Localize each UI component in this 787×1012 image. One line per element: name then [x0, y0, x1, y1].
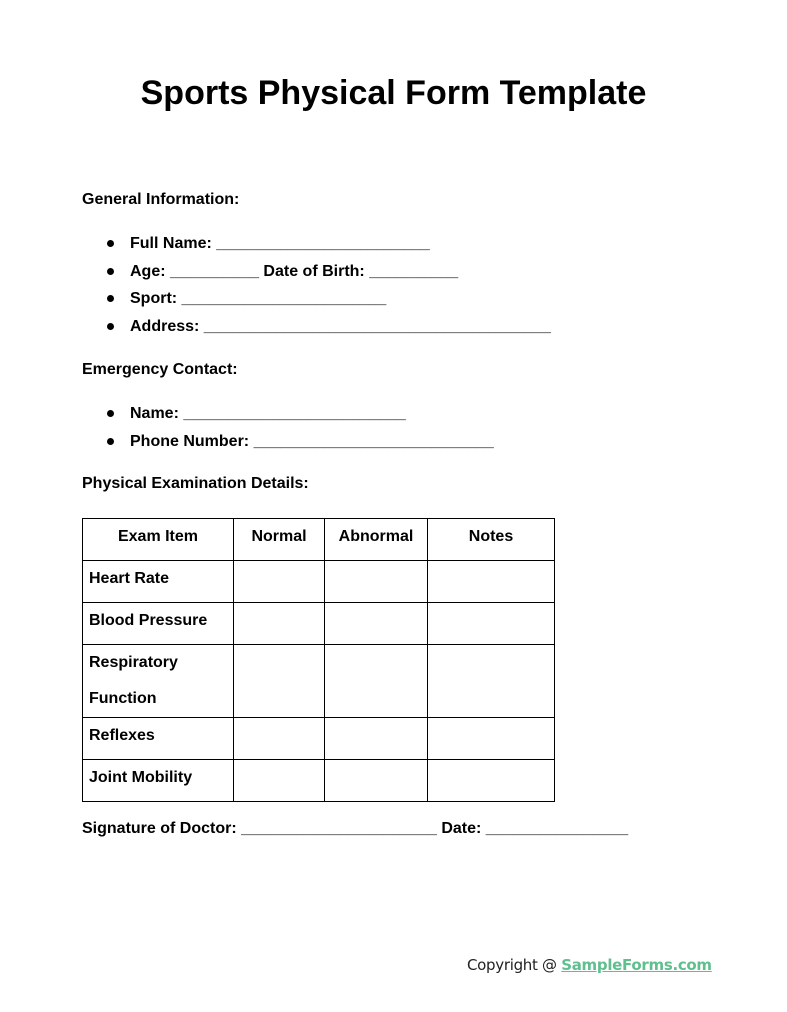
normal-cell[interactable]	[234, 603, 325, 645]
notes-cell[interactable]	[428, 645, 555, 718]
doctor-signature-date-line[interactable]: Signature of Doctor: ______________________ Date: ________________	[82, 820, 629, 837]
bullet-icon	[107, 295, 114, 302]
emergency-contact-heading: Emergency Contact:	[82, 361, 238, 378]
notes-cell[interactable]	[428, 760, 555, 802]
normal-cell[interactable]	[234, 645, 325, 718]
general-information-heading: General Information:	[82, 191, 240, 208]
bullet-icon	[107, 438, 114, 445]
table-row	[83, 760, 555, 802]
notes-cell[interactable]	[428, 561, 555, 603]
column-header: Normal	[234, 519, 325, 561]
notes-cell[interactable]	[428, 718, 555, 760]
exam-item-cell: Respiratory Function	[83, 645, 234, 718]
abnormal-cell[interactable]	[325, 760, 428, 802]
copyright-footer	[467, 955, 712, 975]
sampleforms-link[interactable]: SampleForms.com	[561, 956, 712, 974]
sport-field[interactable]: Sport: _______________________	[130, 290, 387, 307]
list-item-address	[106, 317, 551, 345]
general-information-list	[106, 234, 551, 344]
exam-item-cell: Reflexes	[83, 718, 234, 760]
column-header: Notes	[428, 519, 555, 561]
copyright-text: Copyright @	[467, 956, 562, 974]
page-title: Sports Physical Form Template	[140, 74, 647, 112]
table-row	[83, 603, 555, 645]
exam-table	[82, 518, 555, 802]
contact-name-field[interactable]: Name: _________________________	[130, 405, 406, 422]
exam-item-cell: Blood Pressure	[83, 603, 234, 645]
list-item-full-name	[106, 234, 551, 262]
normal-cell[interactable]	[234, 760, 325, 802]
table-row	[83, 561, 555, 603]
list-item-name	[106, 404, 494, 432]
bullet-icon	[107, 268, 114, 275]
notes-cell[interactable]	[428, 603, 555, 645]
normal-cell[interactable]	[234, 718, 325, 760]
bullet-icon	[107, 240, 114, 247]
bullet-icon	[107, 410, 114, 417]
table-row	[83, 718, 555, 760]
exam-item-cell: Heart Rate	[83, 561, 234, 603]
abnormal-cell[interactable]	[325, 718, 428, 760]
physical-examination-heading: Physical Examination Details:	[82, 475, 309, 492]
phone-number-field[interactable]: Phone Number: ___________________________	[130, 432, 494, 450]
list-item-phone	[106, 432, 494, 460]
exam-item-cell: Joint Mobility	[83, 760, 234, 802]
table-header-row	[83, 519, 555, 561]
abnormal-cell[interactable]	[325, 561, 428, 603]
abnormal-cell[interactable]	[325, 603, 428, 645]
age-dob-field[interactable]: Age: __________ Date of Birth: __________	[130, 262, 459, 280]
list-item-age-dob	[106, 262, 551, 290]
list-item-sport	[106, 289, 551, 317]
address-field[interactable]: Address: _______________________________________	[130, 317, 551, 335]
emergency-contact-list	[106, 404, 494, 459]
normal-cell[interactable]	[234, 561, 325, 603]
bullet-icon	[107, 323, 114, 330]
column-header: Abnormal	[325, 519, 428, 561]
full-name-field[interactable]: Full Name: ________________________	[130, 235, 430, 252]
column-header: Exam Item	[83, 519, 234, 561]
abnormal-cell[interactable]	[325, 645, 428, 718]
table-row	[83, 645, 555, 718]
